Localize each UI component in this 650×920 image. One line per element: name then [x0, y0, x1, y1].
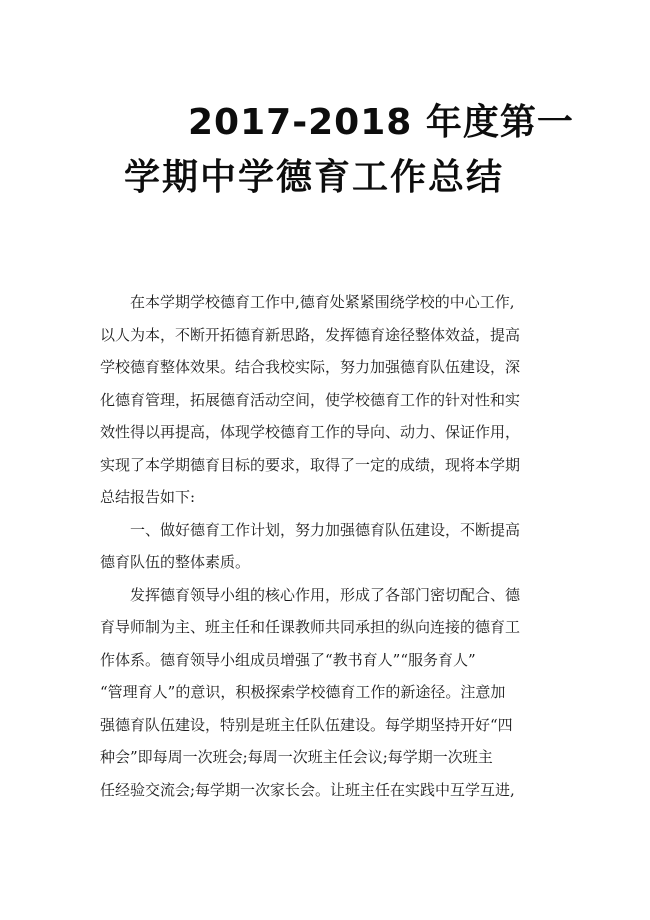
body-line: 效性得以再提高，体现学校德育工作的导向、动力、保证作用，: [100, 423, 521, 441]
body-line: 学校德育整体效果。结合我校实际，努力加强德育队伍建设，深: [100, 358, 521, 376]
body-line: 强德育队伍建设，特别是班主任队伍建设。每学期坚持开好“四: [100, 715, 513, 734]
body-line: 总结报告如下:: [100, 488, 196, 506]
body-line: 种会”即每周一次班会;每周一次班主任会议;每学期一次班主: [100, 748, 493, 766]
document-title-line-1: 2017-2018 年度第一: [188, 102, 574, 143]
body-line: 实现了本学期德育目标的要求，取得了一定的成绩，现将本学期: [100, 455, 521, 474]
body-line: 任经验交流会;每学期一次家长会。让班主任在实践中互学互进,: [100, 780, 515, 799]
body-line: 发挥德育领导小组的核心作用，形成了各部门密切配合、德: [130, 585, 521, 604]
body-line: 以人为本，不断开拓德育新思路，发挥德育途径整体效益，提高: [100, 325, 521, 344]
body-line: 育导师制为主、班主任和任课教师共同承担的纵向连接的德育工: [100, 618, 521, 636]
section-heading-line: 一、做好德育工作计划，努力加强德育队伍建设，不断提高: [130, 520, 521, 539]
body-line: 化德育管理，拓展德育活动空间，使学校德育工作的针对性和实: [100, 390, 521, 409]
body-line: “管理育人”的意识，积极探索学校德育工作的新途径。注意加: [100, 683, 506, 701]
document-title-line-2: 学期中学德育工作总结: [124, 157, 505, 198]
document-body: [100, 286, 558, 806]
body-line: 作体系。德育领导小组成员增强了“教书育人”“服务育人”: [100, 650, 476, 669]
section-heading-line: 德育队伍的整体素质。: [100, 553, 251, 571]
body-line: 在本学期学校德育工作中,德育处紧紧围绕学校的中心工作,: [130, 293, 515, 311]
